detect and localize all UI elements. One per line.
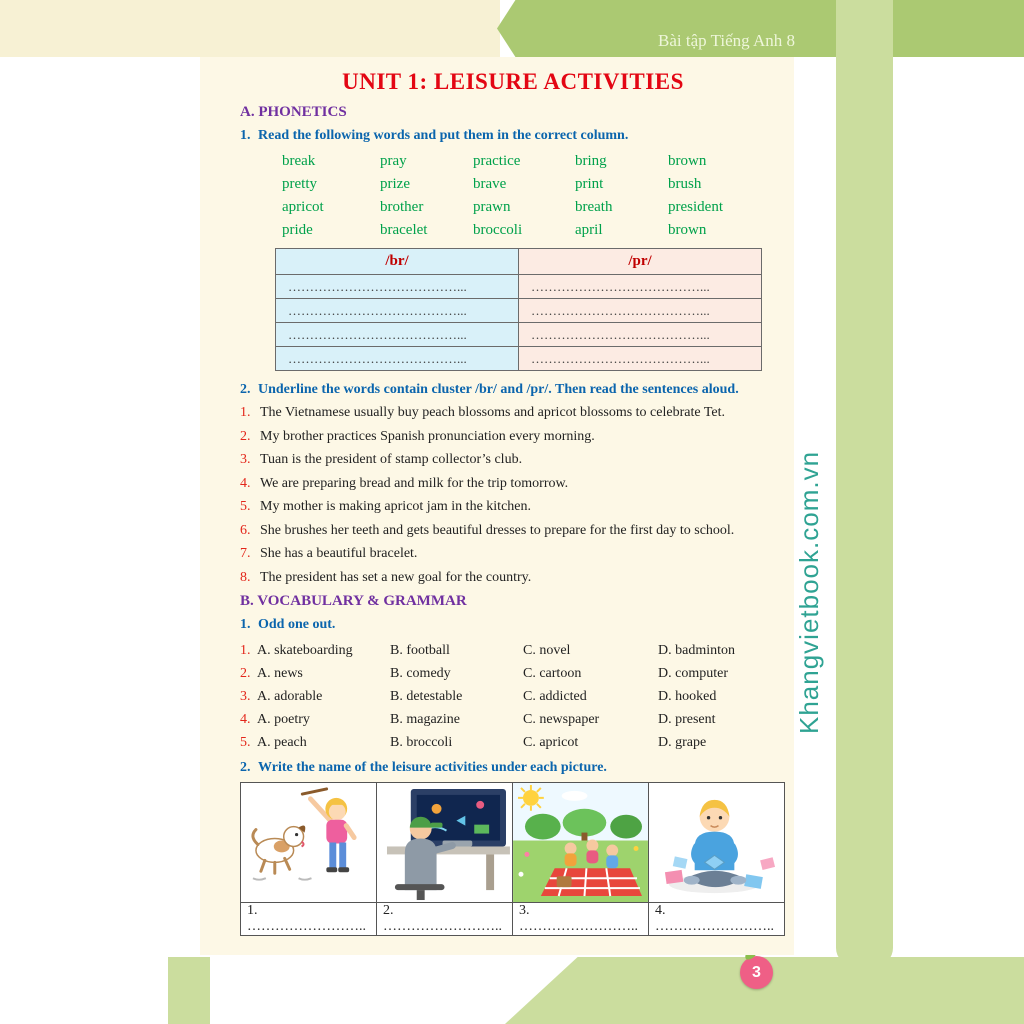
boy-playing-computer-games-illustration (377, 783, 512, 902)
sentence-text: She brushes her teeth and gets beautiful dresses to prepare for the first day to school. (260, 522, 735, 538)
option-a: A. poetry (257, 712, 310, 727)
word: pretty (282, 176, 317, 192)
page-number: 3 (752, 963, 761, 981)
exercise-number: 1. (240, 617, 251, 632)
word: prize (380, 176, 410, 192)
sentence-item (240, 522, 786, 541)
sentence-text: My brother practices Spanish pronunciation every morning. (260, 428, 595, 444)
word: brown (668, 222, 707, 238)
option-b: B. detestable (390, 689, 463, 704)
sentence-number: 2. (240, 428, 251, 444)
instruction-text: Underline the words contain cluster /br/ and /pr/. Then read the sentences aloud. (258, 382, 739, 397)
option-c: C. novel (523, 643, 571, 658)
sentence-number: 3. (240, 452, 251, 467)
picture-cell-2 (377, 783, 513, 903)
option-a: A. news (257, 666, 303, 681)
word: bring (575, 153, 607, 169)
sentence-number: 5. (240, 499, 251, 514)
vocab-ex2-instruction (240, 759, 786, 777)
option-b: B. football (390, 643, 450, 658)
word: president (668, 199, 723, 215)
option-d: D. hooked (658, 689, 717, 704)
picture-answer-line-3: 3. …………………….. (513, 903, 649, 936)
word: brave (473, 176, 507, 192)
exercise-number: 2. (240, 382, 251, 397)
odd-one-out-list (240, 639, 786, 754)
deco-top-left-band (0, 0, 500, 57)
sentence-number: 4. (240, 475, 251, 491)
br-answer-line: …………………………………... (276, 275, 519, 299)
sentence-item (240, 451, 786, 470)
option-b: B. comedy (390, 666, 451, 681)
odd-one-out-row (240, 685, 786, 708)
sentence-item (240, 428, 786, 447)
sentence-text: The president has set a new goal for the country. (260, 569, 532, 585)
option-d: D. present (658, 712, 716, 727)
phonetics-ex2-instruction (240, 381, 786, 399)
odd-one-out-row (240, 639, 786, 662)
item-number: 2. (240, 666, 251, 681)
odd-one-out-row (240, 708, 786, 731)
pr-answer-line: …………………………………... (519, 323, 762, 347)
option-d: D. grape (658, 735, 707, 750)
br-answer-line: …………………………………... (276, 299, 519, 323)
sentence-list (240, 404, 786, 587)
option-b: B. broccoli (390, 735, 453, 750)
option-c: C. newspaper (523, 712, 600, 727)
worksheet-page (200, 57, 794, 955)
instruction-text: Write the name of the leisure activities under each picture. (258, 760, 607, 775)
sentence-item (240, 545, 786, 564)
odd-one-out-row (240, 662, 786, 685)
phonetics-sorting-table (275, 248, 762, 371)
boy-folding-origami-illustration (649, 783, 784, 902)
pr-column-header: /pr/ (519, 249, 762, 275)
picture-cell-4 (649, 783, 785, 903)
item-number: 1. (240, 643, 251, 658)
word: print (575, 176, 604, 192)
deco-bottom-left-block (168, 957, 210, 1024)
item-number: 4. (240, 712, 251, 727)
br-answer-line: …………………………………... (276, 347, 519, 371)
sentence-number: 8. (240, 569, 251, 585)
pictures-table (240, 782, 785, 936)
sentence-text: The Vietnamese usually buy peach blossoms and apricot blossoms to celebrate Tet. (260, 405, 725, 420)
sentence-number: 7. (240, 546, 251, 561)
sentence-text: She has a beautiful bracelet. (260, 546, 418, 561)
picture-cell-3 (513, 783, 649, 903)
odd-one-out-row (240, 731, 786, 754)
item-number: 3. (240, 689, 251, 704)
word: breath (575, 199, 613, 215)
word: pray (380, 153, 407, 169)
deco-right-bar (836, 0, 893, 966)
word: april (575, 222, 603, 238)
exercise-number: 1. (240, 128, 251, 143)
section-b-heading: B. VOCABULARY & GRAMMAR (240, 593, 467, 609)
br-answer-line: …………………………………... (276, 323, 519, 347)
page-number-badge (740, 956, 773, 989)
word: pride (282, 222, 313, 238)
word: practice (473, 153, 521, 169)
sentence-number: 1. (240, 405, 251, 420)
sentence-text: Tuan is the president of stamp collector’s club. (260, 452, 523, 467)
word: broccoli (473, 222, 523, 238)
sentence-item (240, 404, 786, 423)
section-a-heading: A. PHONETICS (240, 104, 347, 120)
option-c: C. addicted (523, 689, 587, 704)
instruction-text: Odd one out. (258, 617, 336, 632)
exercise-number: 2. (240, 760, 251, 775)
word: bracelet (380, 222, 428, 238)
sentence-item (240, 569, 786, 588)
item-number: 5. (240, 735, 251, 750)
option-c: C. cartoon (523, 666, 582, 681)
pr-answer-line: …………………………………... (519, 347, 762, 371)
sentence-text: My mother is making apricot jam in the kitchen. (260, 499, 531, 514)
sentence-text: We are preparing bread and milk for the trip tomorrow. (260, 475, 569, 491)
option-a: A. peach (257, 735, 307, 750)
option-d: D. badminton (658, 643, 735, 658)
word: brush (668, 176, 702, 192)
girl-playing-fetch-with-dog-illustration (241, 783, 376, 902)
picture-answer-line-1: 1. …………………….. (241, 903, 377, 936)
word: brown (668, 153, 707, 169)
sentence-number: 6. (240, 522, 251, 538)
word: brother (380, 199, 424, 215)
word: break (282, 153, 316, 169)
option-a: A. skateboarding (257, 643, 353, 658)
word-list (282, 150, 786, 242)
sentence-item (240, 498, 786, 517)
picture-answer-line-2: 2. …………………….. (377, 903, 513, 936)
option-c: C. apricot (523, 735, 579, 750)
unit-title: UNIT 1: LEISURE ACTIVITIES (342, 69, 684, 94)
br-column-header: /br/ (276, 249, 519, 275)
option-d: D. computer (658, 666, 728, 681)
picture-cell-1 (241, 783, 377, 903)
watermark-site-url: Khangvietbook.com.vn (794, 450, 824, 734)
vocab-ex1-instruction (240, 616, 786, 634)
word: prawn (473, 199, 511, 215)
sentence-item (240, 475, 786, 494)
option-b: B. magazine (390, 712, 460, 727)
book-title: Bài tập Tiếng Anh 8 (658, 31, 795, 50)
phonetics-ex1-instruction (240, 127, 786, 145)
pr-answer-line: …………………………………... (519, 275, 762, 299)
children-picnic-in-park-illustration (513, 783, 648, 902)
picture-answer-line-4: 4. …………………….. (649, 903, 785, 936)
pr-answer-line: …………………………………... (519, 299, 762, 323)
option-a: A. adorable (257, 689, 323, 704)
instruction-text: Read the following words and put them in the correct column. (258, 128, 629, 143)
word: apricot (282, 199, 324, 215)
